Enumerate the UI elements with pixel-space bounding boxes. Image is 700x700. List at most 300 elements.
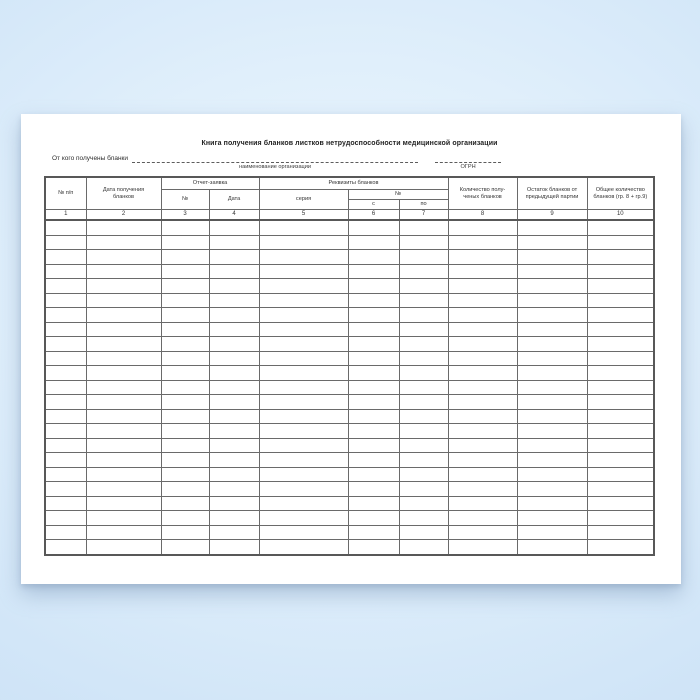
- empty-cell: [259, 337, 348, 352]
- empty-cell: [587, 409, 654, 424]
- header-col-date-received-line2: бланков: [112, 193, 134, 200]
- empty-cell: [161, 279, 209, 294]
- empty-cell: [161, 540, 209, 555]
- organization-name-blank-line: [132, 155, 418, 163]
- empty-cell: [448, 351, 517, 366]
- table-row: [45, 264, 654, 279]
- empty-cell: [448, 467, 517, 482]
- empty-cell: [587, 540, 654, 555]
- empty-cell: [448, 482, 517, 497]
- header-group-report: [161, 177, 259, 190]
- empty-cell: [86, 235, 161, 250]
- table-row: [45, 438, 654, 453]
- empty-cell: [45, 525, 86, 540]
- empty-cell: [448, 525, 517, 540]
- empty-cell: [399, 409, 448, 424]
- empty-cell: [161, 250, 209, 265]
- empty-cell: [45, 438, 86, 453]
- empty-cell: [161, 380, 209, 395]
- empty-cell: [348, 235, 399, 250]
- empty-cell: [348, 220, 399, 235]
- empty-cell: [399, 525, 448, 540]
- empty-cell: [86, 366, 161, 381]
- empty-cell: [209, 220, 259, 235]
- empty-cell: [86, 308, 161, 323]
- empty-cell: [161, 264, 209, 279]
- empty-cell: [259, 308, 348, 323]
- table-row: [45, 453, 654, 468]
- empty-cell: [587, 308, 654, 323]
- header-col-total-count-line1: Общее количество: [595, 186, 645, 193]
- empty-cell: [259, 220, 348, 235]
- empty-cell: [399, 453, 448, 468]
- empty-cell: [259, 424, 348, 439]
- ogrn-blank-line: [435, 155, 501, 163]
- empty-cell: [259, 409, 348, 424]
- empty-cell: [517, 380, 587, 395]
- table-row: [45, 511, 654, 526]
- empty-cell: [209, 366, 259, 381]
- empty-cell: [45, 496, 86, 511]
- ogrn-caption: ОГРН: [460, 164, 476, 170]
- empty-cell: [517, 351, 587, 366]
- header-col-number-from-label: с: [372, 201, 375, 207]
- header-group-number-label: №: [395, 191, 402, 197]
- empty-cell: [161, 235, 209, 250]
- empty-cell: [259, 482, 348, 497]
- empty-cell: [259, 264, 348, 279]
- column-number-cell: 6: [348, 210, 399, 221]
- empty-cell: [517, 395, 587, 410]
- column-number-cell: 1: [45, 210, 86, 221]
- empty-cell: [348, 279, 399, 294]
- empty-cell: [448, 453, 517, 468]
- empty-cell: [448, 308, 517, 323]
- empty-cell: [448, 380, 517, 395]
- table-row: [45, 380, 654, 395]
- empty-cell: [348, 496, 399, 511]
- empty-cell: [45, 279, 86, 294]
- empty-cell: [161, 424, 209, 439]
- empty-cell: [399, 250, 448, 265]
- empty-cell: [448, 395, 517, 410]
- empty-cell: [45, 467, 86, 482]
- table-row: [45, 322, 654, 337]
- empty-cell: [45, 322, 86, 337]
- empty-cell: [209, 540, 259, 555]
- register-table: [44, 176, 655, 556]
- empty-cell: [448, 424, 517, 439]
- empty-cell: [161, 467, 209, 482]
- empty-cell: [259, 540, 348, 555]
- organization-name-field: [132, 155, 418, 171]
- empty-cell: [45, 453, 86, 468]
- empty-cell: [399, 482, 448, 497]
- empty-cell: [209, 424, 259, 439]
- empty-cell: [45, 337, 86, 352]
- column-number-cell: 5: [259, 210, 348, 221]
- header-group-number: [348, 190, 448, 200]
- table-row: [45, 525, 654, 540]
- empty-cell: [587, 322, 654, 337]
- empty-cell: [587, 220, 654, 235]
- empty-cell: [448, 438, 517, 453]
- empty-cell: [86, 525, 161, 540]
- empty-cell: [348, 366, 399, 381]
- column-number-cell: 7: [399, 210, 448, 221]
- empty-cell: [259, 438, 348, 453]
- empty-cell: [517, 525, 587, 540]
- empty-cell: [587, 467, 654, 482]
- empty-cell: [161, 337, 209, 352]
- table-row: [45, 540, 654, 555]
- table-row: [45, 496, 654, 511]
- empty-cell: [259, 511, 348, 526]
- header-col-number-to-label: по: [420, 201, 427, 207]
- empty-cell: [448, 293, 517, 308]
- empty-cell: [45, 293, 86, 308]
- column-number-cell: 9: [517, 210, 587, 221]
- empty-cell: [399, 380, 448, 395]
- empty-cell: [517, 540, 587, 555]
- document-paper: [21, 114, 681, 584]
- table-row: [45, 308, 654, 323]
- empty-cell: [259, 235, 348, 250]
- empty-cell: [348, 511, 399, 526]
- empty-cell: [161, 482, 209, 497]
- empty-cell: [348, 380, 399, 395]
- header-col-report-date: [209, 190, 259, 210]
- empty-cell: [587, 351, 654, 366]
- empty-cell: [209, 511, 259, 526]
- empty-cell: [448, 366, 517, 381]
- empty-cell: [86, 467, 161, 482]
- empty-cell: [399, 540, 448, 555]
- empty-cell: [348, 308, 399, 323]
- table-row: [45, 293, 654, 308]
- empty-cell: [86, 395, 161, 410]
- empty-cell: [209, 453, 259, 468]
- header-col-report-number-label: №: [181, 196, 188, 202]
- header-col-series: [259, 190, 348, 210]
- empty-cell: [209, 351, 259, 366]
- empty-cell: [587, 264, 654, 279]
- table-row: [45, 337, 654, 352]
- empty-cell: [259, 250, 348, 265]
- empty-cell: [161, 322, 209, 337]
- empty-cell: [45, 308, 86, 323]
- empty-cell: [587, 380, 654, 395]
- header-col-previous-remainder: [517, 177, 587, 210]
- empty-cell: [587, 453, 654, 468]
- empty-cell: [348, 264, 399, 279]
- empty-cell: [587, 293, 654, 308]
- empty-cell: [448, 250, 517, 265]
- empty-cell: [209, 308, 259, 323]
- empty-cell: [348, 453, 399, 468]
- empty-cell: [517, 438, 587, 453]
- empty-cell: [517, 409, 587, 424]
- empty-cell: [587, 250, 654, 265]
- empty-cell: [448, 337, 517, 352]
- header-group-requisites-label: Реквизиты бланков: [328, 180, 379, 186]
- table-row: [45, 220, 654, 235]
- empty-cell: [517, 264, 587, 279]
- empty-cell: [348, 322, 399, 337]
- empty-cell: [45, 235, 86, 250]
- empty-cell: [399, 235, 448, 250]
- empty-cell: [86, 264, 161, 279]
- empty-cell: [448, 235, 517, 250]
- empty-cell: [209, 250, 259, 265]
- empty-cell: [587, 424, 654, 439]
- empty-cell: [399, 293, 448, 308]
- empty-cell: [86, 540, 161, 555]
- empty-cell: [209, 525, 259, 540]
- empty-cell: [587, 235, 654, 250]
- empty-cell: [161, 525, 209, 540]
- empty-cell: [448, 540, 517, 555]
- column-number-cell: 3: [161, 210, 209, 221]
- empty-cell: [209, 482, 259, 497]
- empty-cell: [399, 438, 448, 453]
- empty-cell: [45, 424, 86, 439]
- table-row: [45, 409, 654, 424]
- empty-cell: [45, 540, 86, 555]
- empty-cell: [348, 250, 399, 265]
- empty-cell: [45, 366, 86, 381]
- empty-cell: [259, 453, 348, 468]
- empty-cell: [161, 511, 209, 526]
- empty-cell: [448, 264, 517, 279]
- header-col-total-count-line2: бланков (гр. 8 + гр.9): [593, 193, 648, 200]
- empty-cell: [86, 380, 161, 395]
- empty-cell: [86, 511, 161, 526]
- empty-cell: [399, 220, 448, 235]
- empty-cell: [161, 496, 209, 511]
- empty-cell: [209, 322, 259, 337]
- table-row: [45, 279, 654, 294]
- empty-cell: [209, 409, 259, 424]
- empty-cell: [45, 395, 86, 410]
- table-row: [45, 250, 654, 265]
- empty-cell: [259, 279, 348, 294]
- empty-cell: [259, 496, 348, 511]
- empty-cell: [86, 453, 161, 468]
- table-row: [45, 235, 654, 250]
- empty-cell: [259, 525, 348, 540]
- empty-cell: [587, 279, 654, 294]
- empty-cell: [86, 496, 161, 511]
- empty-cell: [161, 308, 209, 323]
- empty-cell: [399, 467, 448, 482]
- empty-cell: [209, 293, 259, 308]
- empty-cell: [517, 511, 587, 526]
- empty-cell: [399, 511, 448, 526]
- header-col-number-to: [399, 200, 448, 210]
- empty-cell: [348, 337, 399, 352]
- empty-cell: [348, 482, 399, 497]
- empty-cell: [587, 337, 654, 352]
- empty-cell: [86, 438, 161, 453]
- empty-cell: [259, 467, 348, 482]
- header-col-report-date-label: Дата: [227, 196, 241, 202]
- empty-cell: [45, 220, 86, 235]
- empty-cell: [399, 337, 448, 352]
- empty-cell: [86, 250, 161, 265]
- table-row: [45, 351, 654, 366]
- empty-cell: [209, 438, 259, 453]
- empty-cell: [86, 293, 161, 308]
- header-col-previous-remainder-line2: предыдущей партии: [525, 193, 579, 200]
- empty-cell: [587, 395, 654, 410]
- empty-cell: [209, 395, 259, 410]
- empty-cell: [348, 424, 399, 439]
- empty-cell: [348, 438, 399, 453]
- empty-cell: [161, 438, 209, 453]
- empty-cell: [587, 438, 654, 453]
- empty-cell: [448, 220, 517, 235]
- empty-cell: [161, 220, 209, 235]
- empty-cell: [399, 279, 448, 294]
- empty-cell: [517, 250, 587, 265]
- empty-cell: [517, 235, 587, 250]
- header-col-received-count-line1: Количество полу-: [459, 186, 506, 193]
- empty-cell: [86, 322, 161, 337]
- empty-cell: [399, 308, 448, 323]
- empty-cell: [587, 511, 654, 526]
- empty-cell: [448, 511, 517, 526]
- empty-cell: [448, 409, 517, 424]
- empty-cell: [399, 322, 448, 337]
- empty-cell: [348, 540, 399, 555]
- empty-cell: [209, 496, 259, 511]
- organization-name-caption: наименование организации: [239, 164, 312, 170]
- from-label: От кого получены бланки: [52, 155, 129, 162]
- empty-cell: [45, 250, 86, 265]
- empty-cell: [348, 525, 399, 540]
- empty-cell: [259, 380, 348, 395]
- column-numbers-row: [45, 210, 654, 221]
- empty-cell: [587, 525, 654, 540]
- empty-cell: [86, 220, 161, 235]
- empty-cell: [517, 293, 587, 308]
- table-row: [45, 395, 654, 410]
- header-col-npp-label: № п/п: [58, 190, 74, 196]
- empty-cell: [161, 293, 209, 308]
- column-number-cell: 8: [448, 210, 517, 221]
- empty-cell: [587, 482, 654, 497]
- from-line: [52, 155, 655, 171]
- empty-cell: [348, 395, 399, 410]
- table-row: [45, 482, 654, 497]
- empty-cell: [348, 409, 399, 424]
- header-col-series-label: серия: [295, 196, 312, 202]
- column-number-cell: 4: [209, 210, 259, 221]
- empty-cell: [448, 322, 517, 337]
- header-col-date-received: [86, 177, 161, 210]
- empty-cell: [399, 424, 448, 439]
- header-col-previous-remainder-line1: Остаток бланков от: [526, 186, 578, 193]
- empty-cell: [517, 308, 587, 323]
- empty-cell: [209, 279, 259, 294]
- empty-cell: [209, 264, 259, 279]
- empty-cell: [348, 467, 399, 482]
- empty-cell: [517, 322, 587, 337]
- empty-cell: [86, 409, 161, 424]
- header-col-received-count: [448, 177, 517, 210]
- empty-cell: [259, 366, 348, 381]
- empty-cell: [587, 366, 654, 381]
- table-row: [45, 467, 654, 482]
- empty-cell: [209, 337, 259, 352]
- empty-cell: [259, 351, 348, 366]
- empty-cell: [517, 366, 587, 381]
- header-col-number-from: [348, 200, 399, 210]
- empty-cell: [399, 351, 448, 366]
- header-group-requisites: [259, 177, 448, 190]
- header-row-1: [45, 177, 654, 190]
- empty-cell: [399, 264, 448, 279]
- empty-cell: [209, 467, 259, 482]
- ogrn-field: [435, 155, 501, 171]
- empty-cell: [399, 366, 448, 381]
- empty-cell: [587, 496, 654, 511]
- header-col-date-received-line1: Дата получения: [102, 186, 145, 193]
- empty-cell: [517, 220, 587, 235]
- empty-cell: [517, 453, 587, 468]
- empty-cell: [259, 322, 348, 337]
- header-col-report-number: [161, 190, 209, 210]
- empty-cell: [45, 351, 86, 366]
- empty-cell: [86, 279, 161, 294]
- empty-cell: [448, 279, 517, 294]
- empty-cell: [399, 395, 448, 410]
- empty-cell: [517, 337, 587, 352]
- empty-cell: [517, 482, 587, 497]
- empty-cell: [517, 279, 587, 294]
- header-col-npp: [45, 177, 86, 210]
- empty-cell: [448, 496, 517, 511]
- empty-cell: [86, 351, 161, 366]
- table-row: [45, 424, 654, 439]
- empty-cell: [45, 380, 86, 395]
- column-number-cell: 10: [587, 210, 654, 221]
- empty-cell: [161, 351, 209, 366]
- column-number-cell: 2: [86, 210, 161, 221]
- empty-cell: [161, 395, 209, 410]
- empty-cell: [86, 482, 161, 497]
- empty-cell: [517, 424, 587, 439]
- empty-cell: [399, 496, 448, 511]
- empty-cell: [259, 293, 348, 308]
- header-col-received-count-line2: ченых бланков: [463, 193, 502, 200]
- empty-cell: [161, 366, 209, 381]
- table-row: [45, 366, 654, 381]
- empty-cell: [45, 482, 86, 497]
- empty-cell: [86, 424, 161, 439]
- empty-cell: [161, 409, 209, 424]
- header-group-report-label: Отчет-заявка: [192, 180, 228, 186]
- empty-data-rows: [45, 220, 654, 555]
- empty-cell: [209, 235, 259, 250]
- header-col-total-count: [587, 177, 654, 210]
- empty-cell: [348, 351, 399, 366]
- empty-cell: [517, 467, 587, 482]
- empty-cell: [209, 380, 259, 395]
- empty-cell: [259, 395, 348, 410]
- document-title: Книга получения бланков листков нетрудоспособности медицинской организации: [201, 140, 498, 147]
